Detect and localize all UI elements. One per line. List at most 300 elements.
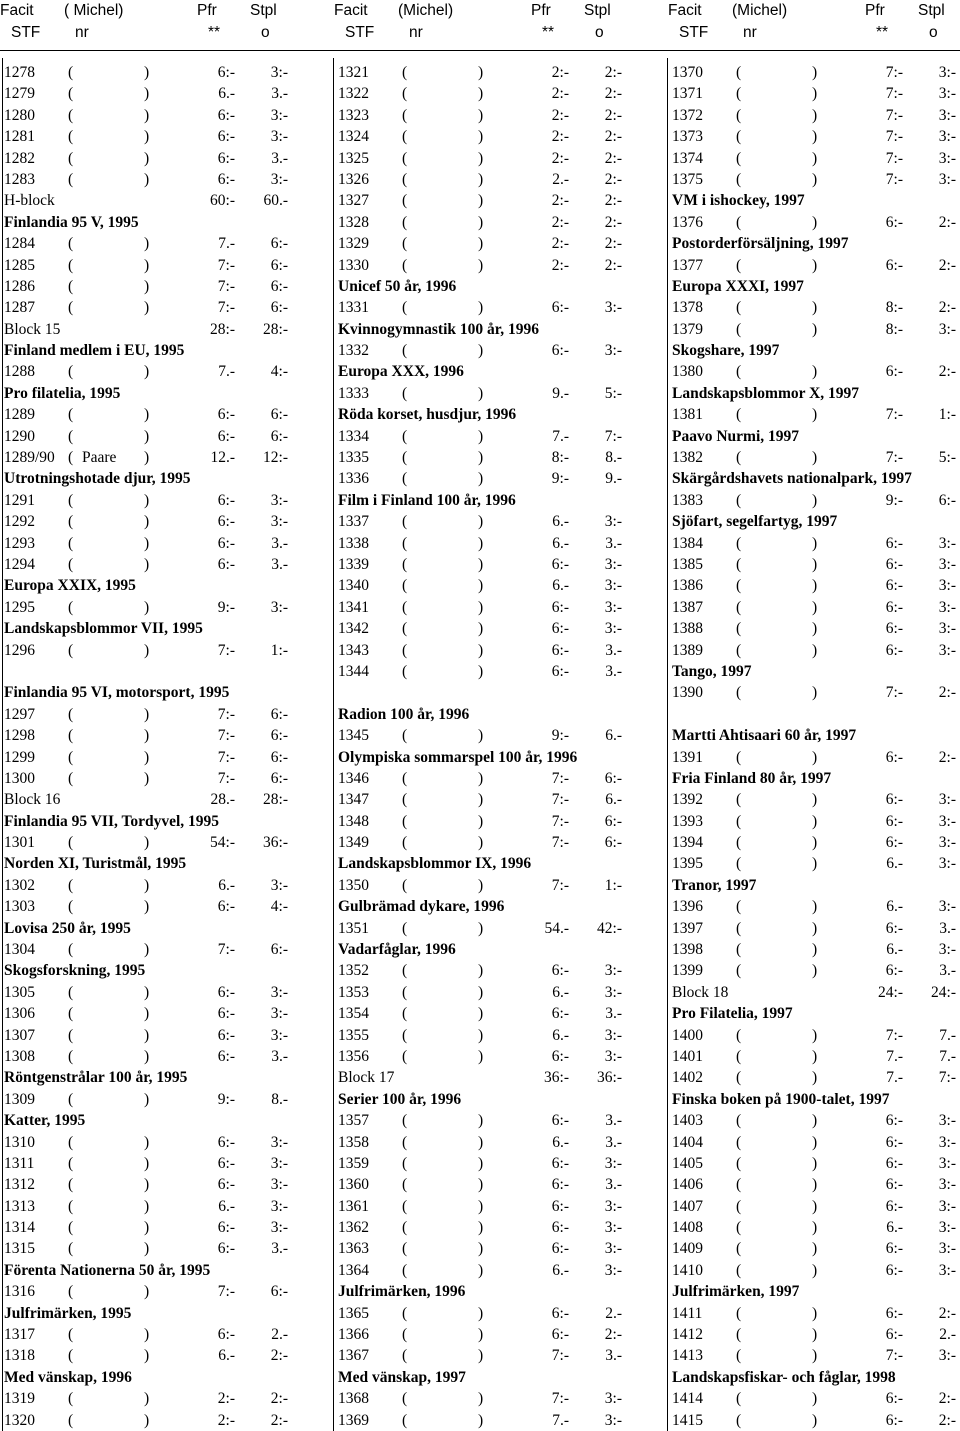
michel-open-paren: ( [68,941,74,959]
stamp-row [338,233,624,254]
michel-close-paren: ) [478,106,484,124]
stamp-number: 1403 [672,1112,703,1130]
michel-close-paren: ) [478,384,484,402]
michel-close-paren: ) [478,812,484,830]
michel-open-paren: ( [68,1005,74,1023]
michel-open-paren: ( [736,170,742,188]
header-label: Stpl [584,2,611,19]
stamp-row [338,832,624,853]
michel-open-paren: ( [402,85,408,103]
price-mint: 6:- [551,299,569,317]
stamp-number: 1392 [672,791,703,809]
price-mint: 7:- [551,812,569,830]
price-mint: 6.- [886,941,903,959]
price-mint: 6:- [885,962,903,980]
stamp-number: 1346 [338,769,369,787]
price-used: 2:- [604,235,622,253]
michel-open-paren: ( [736,1069,742,1087]
michel-close-paren: ) [144,299,150,317]
price-mint: 6:- [217,1026,235,1044]
stamp-number: 1283 [4,170,35,188]
michel-close-paren: ) [478,64,484,81]
stamp-row [338,1217,624,1238]
price-mint: 6:- [885,1197,903,1215]
catalog-column [338,62,624,1431]
michel-open-paren: ( [736,1390,742,1408]
price-used: 2:- [938,363,956,381]
michel-close-paren: ) [478,1390,484,1408]
stamp-number: 1387 [672,598,703,616]
price-mint: 9:- [551,727,569,745]
issue-title: Paavo Nurmi, 1997 [672,427,800,445]
price-mint: 6:- [551,555,569,573]
price-used: 3:- [938,1197,956,1215]
price-used: 3:- [938,555,956,573]
michel-open-paren: ( [68,513,74,531]
stamp-number: 1295 [4,598,35,616]
price-used: 3:- [604,1240,622,1258]
price-used: 3:- [938,855,956,873]
michel-open-paren: ( [402,598,408,616]
stamp-row [338,255,624,276]
stamp-row [672,1238,958,1259]
stamp-row [4,511,290,532]
price-mint: 7.- [552,427,569,445]
michel-close-paren: ) [478,1112,484,1130]
price-mint: 6:- [551,1047,569,1065]
stamp-row [338,126,624,147]
price-mint: 6:- [551,1112,569,1130]
stamp-number: 1414 [672,1390,703,1408]
michel-open-paren: ( [736,598,742,616]
michel-open-paren: ( [402,834,408,852]
price-mint: 6:- [217,106,235,124]
stamp-number: 1297 [4,705,35,723]
price-used: 3:- [604,962,622,980]
stamp-row [338,1324,624,1345]
stamp-row [4,1003,290,1024]
price-used: 3:- [938,106,956,124]
stamp-number: 1313 [4,1197,35,1215]
michel-close-paren: ) [144,598,150,616]
michel-open-paren: ( [736,941,742,959]
michel-open-paren: ( [68,1411,74,1429]
michel-open-paren: ( [736,1154,742,1172]
price-mint: 7:- [885,85,903,103]
michel-open-paren: ( [68,1133,74,1151]
stamp-number: 1345 [338,727,369,745]
stamp-row [672,490,958,511]
price-mint: 2:- [217,1390,235,1408]
price-used: 6:- [938,491,956,509]
price-used: 7.- [939,1026,956,1044]
michel-open-paren: ( [68,834,74,852]
price-used: 3:- [604,1261,622,1279]
michel-open-paren: ( [736,577,742,595]
stamp-row [4,255,290,276]
price-used: 3:- [270,1133,288,1151]
price-used: 3:- [938,620,956,638]
stamp-row [338,618,624,639]
stamp-number: 1356 [338,1047,369,1065]
header-label: Stpl [918,2,945,19]
price-used: 3:- [604,1197,622,1215]
price-used: 2:- [604,192,622,210]
michel-close-paren: ) [478,1326,484,1344]
michel-open-paren: ( [736,363,742,381]
stamp-row [338,1132,624,1153]
price-mint: 6:- [217,149,235,167]
price-used: 3:- [938,1154,956,1172]
stamp-row [672,169,958,190]
stamp-number: 1304 [4,941,35,959]
price-mint: 6.- [552,534,569,552]
price-mint: 7:- [551,876,569,894]
michel-open-paren: ( [68,1176,74,1194]
stamp-number: 1383 [672,491,703,509]
price-used: 3:- [938,64,956,81]
price-used: 6:- [604,812,622,830]
price-used: 3:- [938,1133,956,1151]
stamp-row [4,361,290,382]
price-mint: 6:- [885,748,903,766]
price-mint: 6.- [552,1026,569,1044]
stamp-row [338,1110,624,1131]
michel-close-paren: ) [478,192,484,210]
michel-close-paren: ) [144,1219,150,1237]
michel-close-paren: ) [478,1347,484,1365]
stamp-number: 1359 [338,1154,369,1172]
stamp-row [4,1153,290,1174]
price-mint: 7:- [217,256,235,274]
stamp-number: 1382 [672,449,703,467]
stamp-row [672,212,958,233]
michel-open-paren: ( [402,299,408,317]
price-used: 3:- [270,128,288,146]
stamp-number: 1368 [338,1390,369,1408]
michel-open-paren: ( [68,1197,74,1215]
price-used: 3:- [938,641,956,659]
stamp-number: 1388 [672,620,703,638]
michel-open-paren: ( [736,534,742,552]
michel-open-paren: ( [402,1240,408,1258]
stamp-row [4,1324,290,1345]
stamp-number: 1282 [4,149,35,167]
michel-close-paren: ) [144,1090,150,1108]
price-used: 3:- [270,1219,288,1237]
michel-close-paren: ) [478,213,484,231]
michel-open-paren: ( [68,1090,74,1108]
issue-title: Skogshare, 1997 [672,342,780,360]
michel-close-paren: ) [144,1047,150,1065]
price-mint: 7:- [551,791,569,809]
michel-close-paren: ) [812,1133,818,1151]
stamp-number: 1322 [338,85,369,103]
price-mint: 6:- [885,577,903,595]
price-used: 5:- [938,449,956,467]
stamp-number: 1360 [338,1176,369,1194]
price-mint: 6:- [217,513,235,531]
michel-close-paren: ) [478,1005,484,1023]
price-mint: 7.- [886,1047,903,1065]
michel-close-paren: ) [812,320,818,338]
stamp-row [672,1260,958,1281]
price-used: 3:- [604,577,622,595]
price-used: 2:- [604,85,622,103]
michel-close-paren: ) [812,299,818,317]
issue-title: Radion 100 år, 1996 [338,705,470,723]
michel-close-paren: ) [478,149,484,167]
price-used: 2:- [604,64,622,81]
price-mint: 6:- [217,1176,235,1194]
stamp-row [338,661,624,682]
michel-open-paren: ( [68,1240,74,1258]
michel-open-paren: ( [68,491,74,509]
price-mint: 7:- [885,170,903,188]
stamp-row [672,960,958,981]
price-used: 8.- [605,449,622,467]
michel-close-paren: ) [144,1154,150,1172]
stamp-number: 1301 [4,834,35,852]
michel-open-paren: ( [402,662,408,680]
price-used: 3:- [938,149,956,167]
stamp-number: 1327 [338,192,369,210]
price-used: 3:- [604,1411,622,1429]
michel-close-paren: ) [478,983,484,1001]
price-mint: 6:- [217,170,235,188]
michel-open-paren: ( [402,342,408,360]
price-used: 3.- [271,1240,288,1258]
price-mint: 2:- [551,149,569,167]
michel-close-paren: ) [812,1304,818,1322]
price-used: 3:- [938,834,956,852]
price-mint: 9:- [217,598,235,616]
price-mint: 7:- [217,705,235,723]
price-used: 3.- [605,1347,622,1365]
stamp-number: 1367 [338,1347,369,1365]
michel-open-paren: ( [68,170,74,188]
price-mint: 7:- [885,449,903,467]
price-mint: 24:- [878,983,903,1001]
stamp-row [4,1281,290,1302]
stamp-number: 1357 [338,1112,369,1130]
michel-close-paren: ) [144,449,150,467]
price-used: 4:- [270,898,288,916]
michel-open-paren: ( [402,384,408,402]
stamp-row [338,725,624,746]
michel-open-paren: ( [68,1047,74,1065]
header-sublabel: ** [208,24,221,41]
price-mint: 7:- [217,727,235,745]
stamp-row [4,148,290,169]
michel-close-paren: ) [812,85,818,103]
stamp-row [672,853,958,874]
michel-open-paren: ( [736,684,742,702]
stamp-row [4,597,290,618]
stamp-row [4,1238,290,1259]
price-mint: 6:- [885,1304,903,1322]
michel-open-paren: ( [402,256,408,274]
price-mint: 6:- [551,662,569,680]
price-mint: 6:- [885,1176,903,1194]
price-used: 6.- [605,727,622,745]
price-used: 7:- [938,1069,956,1087]
michel-close-paren: ) [144,1005,150,1023]
michel-close-paren: ) [478,791,484,809]
price-mint: 6:- [885,919,903,937]
issue-title: Europa XXXI, 1997 [672,277,804,295]
michel-close-paren: ) [478,1240,484,1258]
price-mint: 6.- [218,1197,235,1215]
stamp-number: 1343 [338,641,369,659]
price-mint: 7.- [886,1069,903,1087]
michel-open-paren: ( [68,128,74,146]
column-divider [2,58,3,1431]
stamp-number: 1413 [672,1347,703,1365]
price-used: 3:- [270,1197,288,1215]
stamp-row [4,190,290,211]
price-used: 12:- [263,449,288,467]
price-mint: 36:- [544,1069,569,1087]
price-used: 3:- [938,791,956,809]
stamp-row [4,554,290,575]
issue-title: Postorderförsäljning, 1997 [672,235,849,253]
michel-open-paren: ( [402,170,408,188]
price-mint: 7.- [218,363,235,381]
stamp-number: 1378 [672,299,703,317]
price-mint: 6:- [885,812,903,830]
michel-close-paren: ) [812,555,818,573]
stamp-number: 1358 [338,1133,369,1151]
michel-close-paren: ) [812,149,818,167]
michel-close-paren: ) [812,213,818,231]
stamp-number: 1317 [4,1326,35,1344]
michel-close-paren: ) [812,620,818,638]
issue-title: Unicef 50 år, 1996 [338,277,457,295]
michel-open-paren: ( [68,1347,74,1365]
price-used: 3:- [270,1026,288,1044]
price-used: 2:- [938,748,956,766]
price-used: 2:- [604,128,622,146]
issue-title: Vadarfåglar, 1996 [338,941,456,959]
michel-open-paren: ( [736,149,742,167]
price-mint: 7:- [885,106,903,124]
michel-close-paren: ) [144,898,150,916]
michel-close-paren: ) [144,513,150,531]
price-used: 3.- [605,534,622,552]
price-used: 28:- [263,791,288,809]
stamp-row [4,233,290,254]
price-mint: 6.- [552,983,569,1001]
michel-open-paren: ( [736,1026,742,1044]
issue-title: Julfrimärken, 1996 [338,1283,466,1301]
michel-open-paren: ( [736,1261,742,1279]
stamp-number: 1353 [338,983,369,1001]
price-used: 3:- [938,320,956,338]
price-mint: 7:- [885,1026,903,1044]
price-mint: 2:- [551,235,569,253]
michel-open-paren: ( [402,449,408,467]
price-mint: 7:- [217,1283,235,1301]
stamp-number: 1306 [4,1005,35,1023]
header-sublabel: nr [75,24,89,41]
michel-close-paren: ) [812,128,818,146]
stamp-number: 1310 [4,1133,35,1151]
issue-title: Finlandia 95 VII, Tordyvel, 1995 [4,812,220,830]
stamp-row [4,297,290,318]
michel-close-paren: ) [144,705,150,723]
price-used: 3.- [605,1005,622,1023]
price-used: 3:- [938,1176,956,1194]
michel-open-paren: ( [68,299,74,317]
issue-title: Skogsforskning, 1995 [4,962,146,980]
stamp-row [4,1345,290,1366]
michel-open-paren: ( [402,1326,408,1344]
issue-title: Landskapsblommor X, 1997 [672,384,860,402]
michel-close-paren: ) [144,769,150,787]
stamp-row [4,126,290,147]
price-used: 2:- [938,213,956,231]
price-mint: 6:- [217,1219,235,1237]
price-mint: 6:- [551,1154,569,1172]
issue-title: Röntgenstrålar 100 år, 1995 [4,1069,188,1087]
michel-close-paren: ) [812,1026,818,1044]
michel-close-paren: ) [812,812,818,830]
stamp-number: 1284 [4,235,35,253]
stamp-row [672,918,958,939]
michel-open-paren: ( [68,277,74,295]
stamp-number: 1391 [672,748,703,766]
price-mint: 6:- [885,1240,903,1258]
price-used: 2.- [271,1326,288,1344]
price-mint: 6.- [552,1261,569,1279]
michel-close-paren: ) [812,256,818,274]
michel-open-paren: ( [736,106,742,124]
stamp-number: 1398 [672,941,703,959]
stamp-row [672,1153,958,1174]
stamp-number: 1286 [4,277,35,295]
stamp-row [672,832,958,853]
stamp-number: 1338 [338,534,369,552]
michel-close-paren: ) [478,513,484,531]
michel-open-paren: ( [736,64,742,81]
price-used: 3:- [938,577,956,595]
stamp-number: 1323 [338,106,369,124]
price-mint: 6.- [552,513,569,531]
michel-open-paren: ( [402,791,408,809]
price-used: 6:- [270,427,288,445]
price-used: 2:- [270,1347,288,1365]
stamp-row [4,1217,290,1238]
michel-open-paren: ( [736,919,742,937]
stamp-row [672,126,958,147]
stamp-row [672,1217,958,1238]
header-sublabel: nr [409,24,423,41]
stamp-row [338,875,624,896]
stamp-number: 1335 [338,449,369,467]
price-mint: 7.- [552,1411,569,1429]
michel-open-paren: ( [402,1261,408,1279]
stamp-row [672,148,958,169]
price-mint: 9:- [217,1090,235,1108]
michel-close-paren: ) [812,598,818,616]
michel-close-paren: ) [478,1133,484,1151]
column-divider [667,58,668,1431]
stamp-number: 1280 [4,106,35,124]
michel-open-paren: ( [736,256,742,274]
stamp-row [672,1324,958,1345]
price-used: 6:- [270,727,288,745]
